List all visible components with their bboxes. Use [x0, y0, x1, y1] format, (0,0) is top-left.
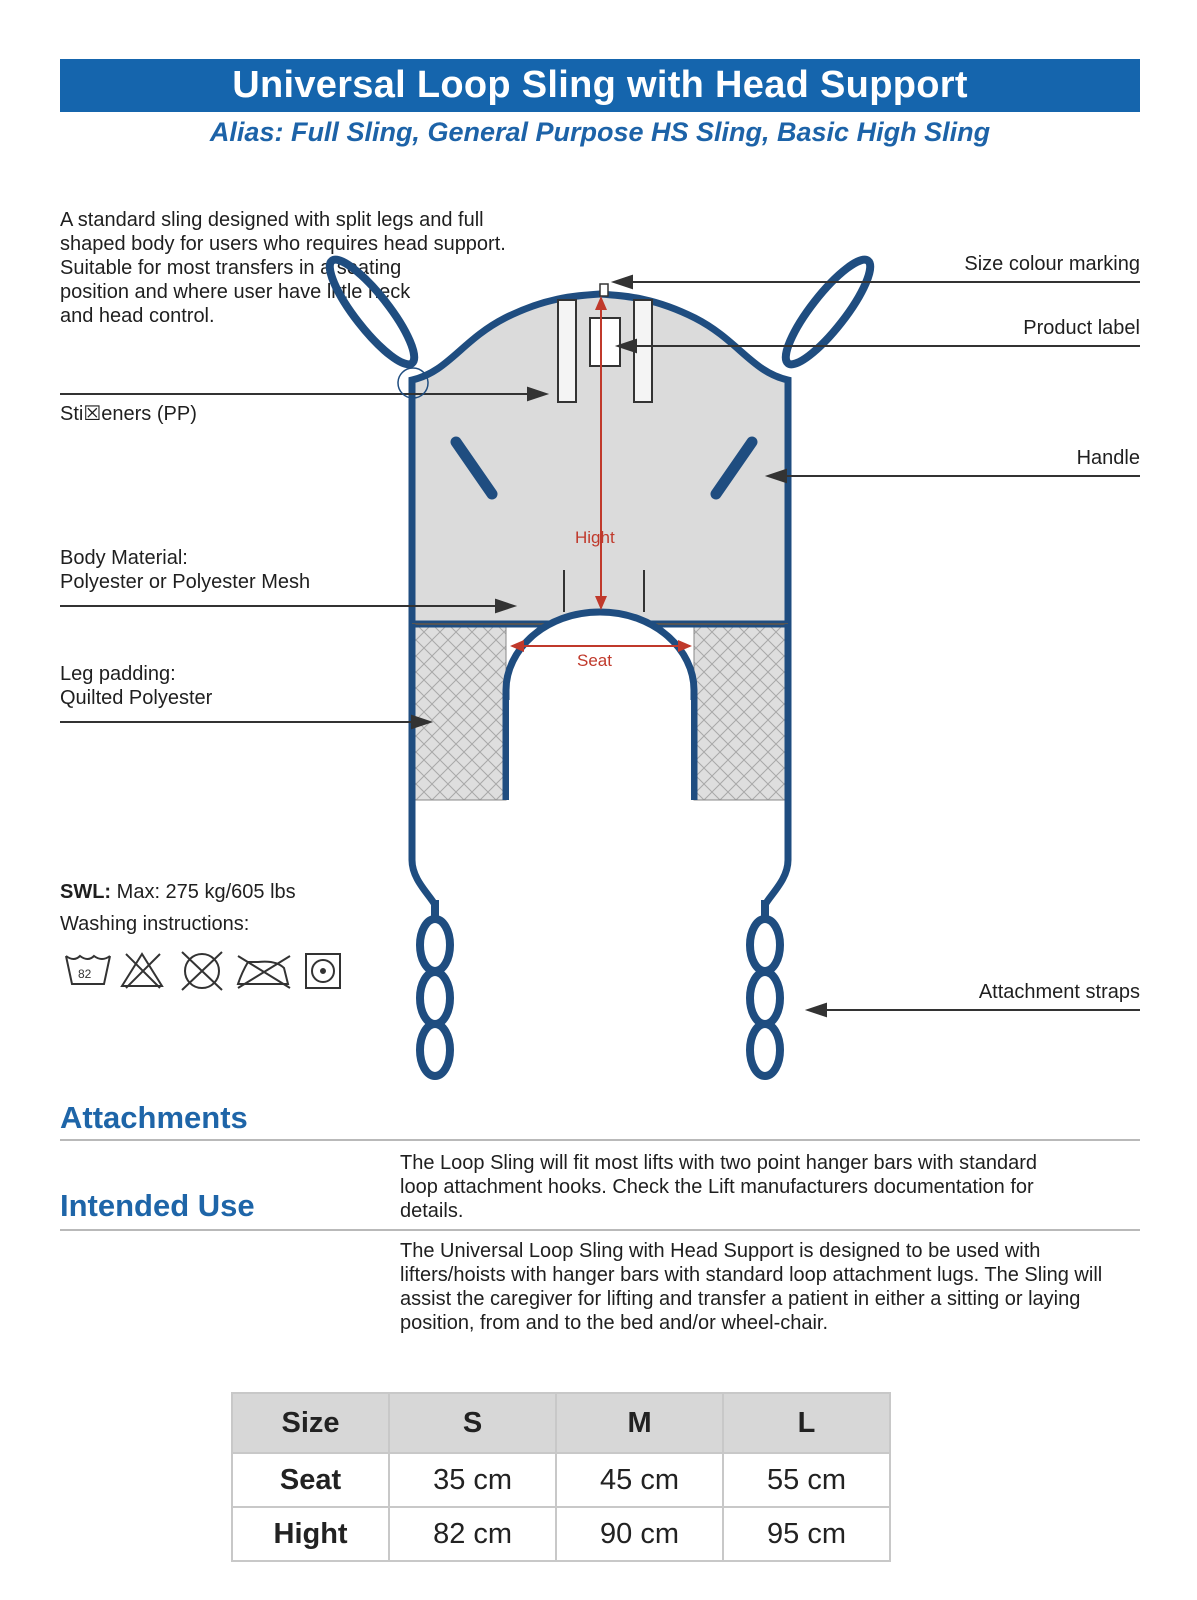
section-divider — [60, 1139, 1140, 1141]
page-title: Universal Loop Sling with Head Support — [60, 59, 1140, 112]
table-row — [232, 1453, 890, 1507]
table-cell: 82 cm — [389, 1507, 556, 1561]
no-tumble-dry-icon — [182, 952, 222, 990]
intended-use-text: The Universal Loop Sling with Head Support is designed to be used with lifters/hoists with hanger bars with standard loop attachment lugs. The Sling will assist the caregiver for lifting and transfer a patient in either a sitting or laying position, from and to the bed and/or wheel-chair. — [400, 1240, 1103, 1334]
arrowhead — [614, 276, 632, 288]
size-table — [231, 1392, 891, 1562]
intended-use-heading: Intended Use — [60, 1188, 255, 1223]
body-material-label — [60, 546, 310, 594]
table-cell: 95 cm — [723, 1507, 890, 1561]
table-cell: 35 cm — [389, 1453, 556, 1507]
left-attachment-strap — [420, 900, 450, 1076]
swl-line — [60, 880, 296, 904]
description-line: Suitable for most transfers in a seating — [60, 257, 402, 279]
wash-temperature: 82 — [78, 967, 92, 981]
right-leg-padding — [694, 624, 788, 800]
table-row — [232, 1507, 890, 1561]
table-header-row — [232, 1393, 890, 1453]
left-leg-padding — [412, 624, 506, 800]
attachments-heading: Attachments — [60, 1100, 248, 1135]
description-line: shaped body for users who requires head support. — [60, 233, 506, 255]
attachments-text: The Loop Sling will fit most lifts with two point hanger bars with standard loop attachment hooks. Check the Lift manufacturers documentation for details. — [400, 1152, 1037, 1222]
description-line: and head control. — [60, 305, 215, 327]
right-attachment-strap — [750, 900, 780, 1076]
leg-padding-title: Leg padding: — [60, 663, 176, 685]
handle-label: Handle — [1076, 447, 1140, 469]
table-header-cell: M — [556, 1393, 723, 1453]
table-row-label: Hight — [232, 1507, 389, 1561]
description-line: A standard sling designed with split legs and full — [60, 209, 484, 231]
body-material-title: Body Material: — [60, 547, 188, 569]
size-colour-marking-label: Size colour marking — [964, 253, 1140, 275]
product-label-box — [590, 318, 620, 366]
table-header-cell: L — [723, 1393, 890, 1453]
no-bleach-icon — [122, 954, 162, 988]
arrowhead — [808, 1004, 826, 1016]
no-iron-icon — [238, 956, 290, 988]
table-cell: 55 cm — [723, 1453, 890, 1507]
leg-gap — [509, 700, 691, 940]
dry-clean-icon — [306, 954, 340, 988]
product-label-callout: Product label — [1023, 317, 1140, 339]
stiffener — [558, 300, 576, 402]
left-head-loop — [319, 250, 426, 373]
table-cell: 90 cm — [556, 1507, 723, 1561]
swl-value: Max: 275 kg/605 lbs — [116, 881, 296, 903]
height-measure-label: Hight — [575, 528, 615, 547]
stiffeners-label: Sti☒eners (PP) — [60, 403, 197, 425]
size-colour-tag — [600, 284, 608, 296]
table-row-label: Seat — [232, 1453, 389, 1507]
leg-padding-label — [60, 662, 212, 710]
attachment-straps-label: Attachment straps — [978, 981, 1140, 1003]
right-head-loop — [775, 250, 882, 373]
table-header-cell: Size — [232, 1393, 389, 1453]
section-divider — [60, 1229, 1140, 1231]
seat-measure-label: Seat — [577, 651, 612, 670]
alias-subtitle: Alias: Full Sling, General Purpose HS Sling, Basic High Sling — [209, 117, 991, 147]
body-material-value: Polyester or Polyester Mesh — [60, 571, 311, 593]
swl-label: SWL: — [60, 881, 112, 903]
table-cell: 45 cm — [556, 1453, 723, 1507]
description-line: position and where user have little neck — [60, 281, 411, 303]
leg-padding-value: Quilted Polyester — [60, 687, 213, 709]
washing-instructions-label: Washing instructions: — [60, 913, 250, 935]
washing-icons — [62, 948, 352, 994]
table-header-cell: S — [389, 1393, 556, 1453]
